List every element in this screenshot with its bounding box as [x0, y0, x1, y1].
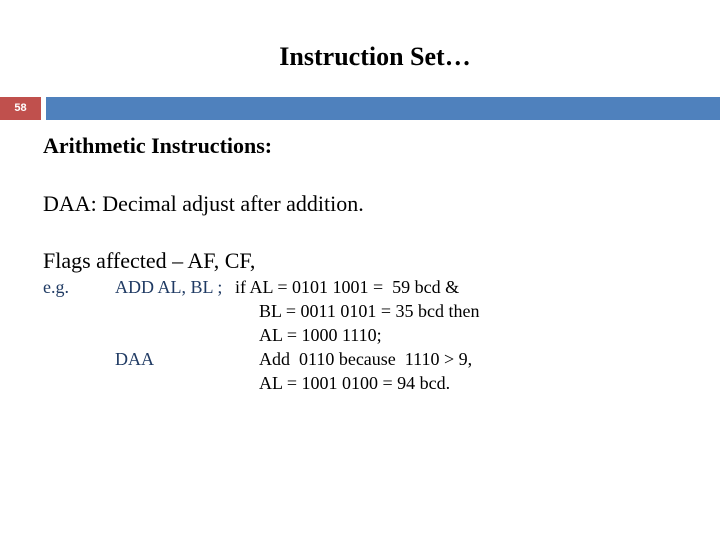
slide-title: Instruction Set…: [279, 42, 471, 71]
example-label: e.g.: [43, 277, 69, 297]
example-line: Add 0110 because 1110 > 9,: [259, 349, 473, 369]
example-instruction-add: ADD AL, BL ;: [115, 277, 223, 297]
example-line: AL = 1001 0100 = 94 bcd.: [259, 373, 451, 393]
example-instruction-daa: DAA: [115, 349, 154, 369]
section-heading: Arithmetic Instructions:: [43, 133, 273, 158]
slide-number-badge: 58: [0, 97, 41, 120]
daa-definition: DAA: Decimal adjust after addition.: [43, 191, 364, 216]
header-bar: [46, 97, 720, 120]
example-line: AL = 1000 1110;: [259, 325, 382, 345]
example-line: if AL = 0101 1001 = 59 bcd &: [235, 277, 460, 297]
example-line: BL = 0011 0101 = 35 bcd then: [259, 301, 480, 321]
flags-affected: Flags affected – AF, CF,: [43, 248, 256, 273]
